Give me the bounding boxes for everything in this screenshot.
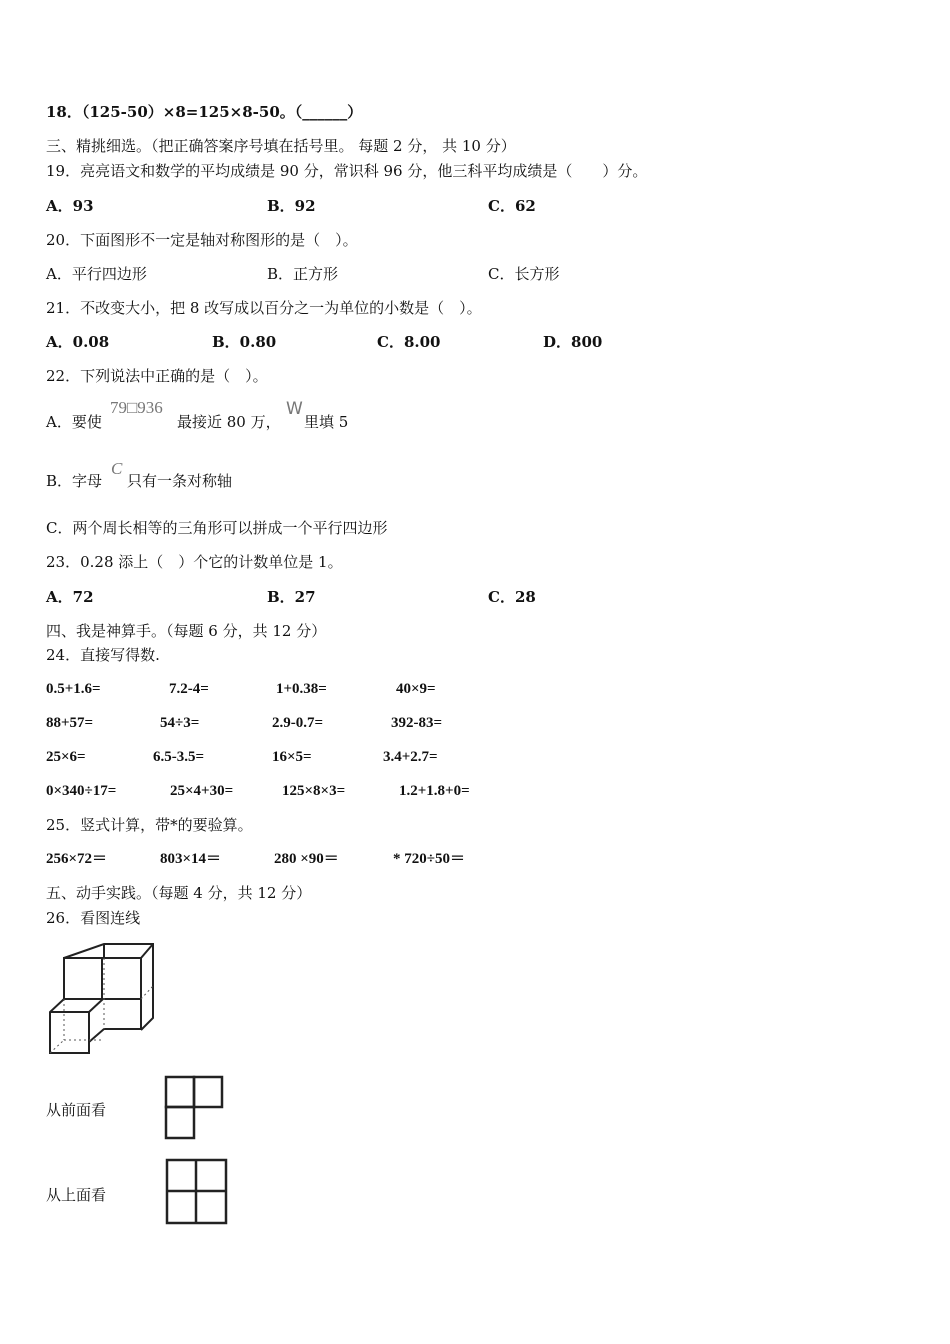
q24-r1-c2: 7.2-4=: [169, 681, 209, 697]
q24-r1-c1: 0.5+1.6=: [46, 681, 101, 697]
question-24-stem: 24．直接写得数.: [46, 646, 160, 664]
q23-option-a[interactable]: A．72: [46, 588, 94, 606]
q24-r1-c4: 40×9=: [396, 681, 436, 697]
q21-option-a[interactable]: A．0.08: [46, 333, 110, 351]
q20-option-c[interactable]: C．长方形: [488, 265, 560, 283]
q24-r2-c1: 88+57=: [46, 715, 94, 731]
question-19-stem: 19．亮亮语文和数学的平均成绩是 90 分，常识科 96 分，他三科平均成绩是（ ）分。: [46, 162, 648, 180]
q20-option-a[interactable]: A．平行四边形: [46, 265, 147, 283]
q24-r1-c3: 1+0.38=: [276, 681, 327, 697]
q19-option-b[interactable]: B．92: [267, 197, 316, 215]
top-view-figure[interactable]: [164, 1157, 230, 1227]
q25-item-3: 280 ×90＝: [274, 851, 339, 867]
q24-r2-c3: 2.9-0.7=: [272, 715, 324, 731]
q23-option-c[interactable]: C．28: [488, 588, 536, 606]
q24-r4-c2: 25×4+30=: [170, 783, 234, 799]
q25-item-4: * 720÷50＝: [393, 851, 465, 867]
q22-option-a-prefix[interactable]: A．要使: [46, 413, 102, 431]
q24-r3-c2: 6.5-3.5=: [153, 749, 205, 765]
top-view-label: 从上面看: [46, 1186, 107, 1204]
q24-r3-c1: 25×6=: [46, 749, 86, 765]
q20-option-b[interactable]: B．正方形: [267, 265, 339, 283]
section-3-heading: 三、精挑细选。（把正确答案序号填在括号里。 每题 2 分， 共 10 分）: [46, 137, 516, 155]
q21-option-d[interactable]: D．800: [543, 333, 603, 351]
q22-option-b-prefix[interactable]: B．字母: [46, 472, 103, 490]
q19-option-a[interactable]: A．93: [46, 197, 94, 215]
question-22-stem: 22．下列说法中正确的是（ ）。: [46, 367, 268, 385]
section-4-heading: 四、我是神算手。（每题 6 分，共 12 分）: [46, 622, 327, 640]
front-view-figure[interactable]: [163, 1074, 227, 1142]
q22-number-image: 79□936: [110, 398, 163, 417]
q22-option-a-suffix: 里填 5: [304, 413, 349, 431]
q19-option-c[interactable]: C．62: [488, 197, 536, 215]
q24-r4-c4: 1.2+1.8+0=: [399, 783, 470, 799]
question-26-stem: 26．看图连线: [46, 909, 141, 927]
q25-item-1: 256×72＝: [46, 851, 108, 867]
question-21-stem: 21．不改变大小，把 8 改写成以百分之一为单位的小数是（ ）。: [46, 299, 482, 317]
q23-option-b[interactable]: B．27: [267, 588, 316, 606]
q22-box-image: W: [286, 399, 303, 419]
front-view-label: 从前面看: [46, 1101, 107, 1119]
section-5-heading: 五、动手实践。（每题 4 分，共 12 分）: [46, 884, 312, 902]
q24-r3-c3: 16×5=: [272, 749, 312, 765]
q21-option-c[interactable]: C．8.00: [377, 333, 441, 351]
q25-item-2: 803×14＝: [160, 851, 222, 867]
q22-option-a-mid: 最接近 80 万，: [177, 413, 281, 431]
q24-r2-c4: 392-83=: [391, 715, 443, 731]
q22-letter-image: C: [111, 459, 123, 478]
q22-option-c[interactable]: C．两个周长相等的三角形可以拼成一个平行四边形: [46, 519, 388, 537]
q24-r4-c3: 125×8×3=: [282, 783, 346, 799]
q24-r2-c2: 54÷3=: [160, 715, 200, 731]
question-18: 18．（125-50）×8=125×8-50。（______）: [46, 103, 363, 121]
q24-r4-c1: 0×340÷17=: [46, 783, 117, 799]
cube-solid-figure: [44, 940, 160, 1060]
question-20-stem: 20．下面图形不一定是轴对称图形的是（ ）。: [46, 231, 358, 249]
q22-option-b-suffix: 只有一条对称轴: [127, 472, 233, 490]
question-25-stem: 25．竖式计算，带*的要验算。: [46, 816, 253, 834]
question-23-stem: 23．0.28 添上（ ）个它的计数单位是 1。: [46, 553, 343, 571]
q21-option-b[interactable]: B．0.80: [212, 333, 277, 351]
q24-r3-c4: 3.4+2.7=: [383, 749, 438, 765]
